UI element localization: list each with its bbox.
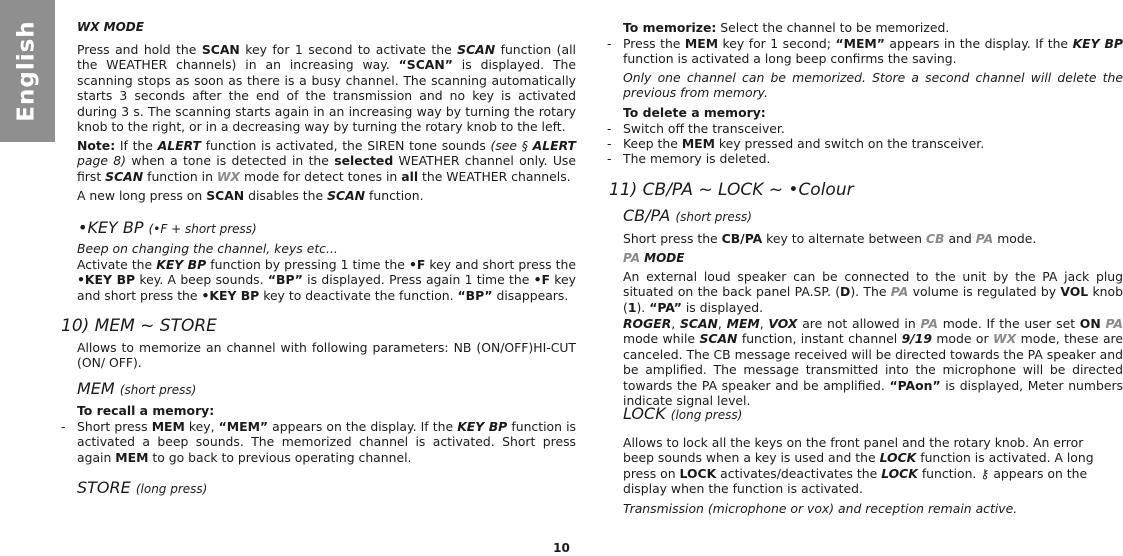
text-run: A new long press on [77, 188, 207, 203]
text-run: the WEATHER channels. [418, 168, 571, 184]
emphasis-run: “BP” [457, 287, 493, 303]
text-run: is displayed. The scanning stops as soon as there is a busy channel. The scanning automatically starts 3 seconds after the end of the transmission and no key is activated during 3 s. The scanning starts again in an increasing way by turning the rotary knob to the right, or in a decreasing way by turning the rotary knob to the left. [77, 57, 576, 135]
emphasis-run: VOL [1060, 284, 1089, 300]
wx-mode-note [77, 138, 576, 184]
emphasis-run: MEM [684, 36, 719, 51]
text-run: If the [115, 138, 158, 153]
emphasis-run: •KEY BP [77, 272, 136, 288]
emphasis-run: PA [890, 284, 909, 300]
key-bp-paragraph [77, 257, 576, 303]
emphasis-run: KEY BP [457, 419, 508, 434]
memorize-step-text [623, 36, 1123, 67]
emphasis-run: LOCK [881, 465, 918, 481]
text-run: key to deactivate the function. [259, 287, 458, 303]
recall-memory-text [77, 419, 576, 465]
text-run: key, [184, 419, 219, 434]
emphasis-run: CB/PA [721, 231, 763, 246]
emphasis-run: selected [334, 153, 394, 169]
text-run: Keep the [623, 136, 682, 151]
list-dash: - [61, 419, 66, 434]
emphasis-run: SCAN [679, 316, 718, 331]
text-run: function. [365, 188, 424, 203]
emphasis-run: “MEM” [218, 419, 269, 434]
text-run: is displayed, Meter numbers indicate signal level. [623, 377, 1123, 409]
wx-mode-paragraph-3 [77, 188, 576, 203]
memorize-note: Only one channel can be memorized. Store a second channel will delete the previous from memory. [623, 70, 1123, 101]
text-run: function. [917, 465, 981, 481]
text-run: knob ( [623, 284, 1123, 315]
memorize-step [607, 36, 1123, 67]
delete-step-1-text [623, 121, 1123, 136]
text-run: appears in the display. If the [884, 36, 1073, 51]
mem-heading: MEM (short press) [77, 379, 197, 398]
text-run: function by pressing 1 time the [206, 257, 409, 272]
page-number: 10 [553, 541, 570, 555]
emphasis-run: ALERT [532, 138, 577, 153]
emphasis-run: SCAN [457, 42, 496, 57]
emphasis-run: “MEM” [835, 36, 885, 51]
emphasis-run: SCAN [206, 188, 245, 203]
text-run: Switch off the transceiver. [623, 121, 785, 136]
text-run: to go back to previous operating channel. [148, 449, 412, 465]
emphasis-run: •KEY BP [201, 287, 260, 303]
lock-paragraph [623, 435, 1109, 497]
delete-memory-heading: To delete a memory: [623, 105, 766, 120]
emphasis-run: SCAN [201, 42, 240, 57]
delete-step-2 [607, 136, 1123, 151]
text-run: , [671, 316, 680, 331]
text-run: function in [143, 168, 217, 184]
emphasis-run: “SCAN” [398, 57, 453, 73]
emphasis-run: SCAN [105, 168, 144, 184]
emphasis-run: VOX [768, 316, 798, 331]
emphasis-run: Note: [77, 138, 116, 153]
pa-mode-heading: PA MODE [623, 251, 685, 265]
text-run: appears on the display. If the [268, 419, 458, 434]
text-run: ). [636, 299, 650, 315]
list-dash: - [607, 151, 612, 166]
emphasis-run: WX [993, 331, 1017, 347]
recall-memory-step [61, 419, 576, 465]
text-run: key pressed and switch on the transceiver. [714, 136, 985, 151]
text-run: is displayed. Press again 1 time the [302, 272, 534, 288]
text-run: function (all the WEATHER channels) in an increasing way. [77, 42, 576, 73]
emphasis-run: KEY BP [1072, 36, 1123, 51]
emphasis-run: “BP” [267, 272, 303, 288]
emphasis-run: SCAN [327, 188, 366, 203]
emphasis-run: ALERT [157, 138, 201, 153]
emphasis-run: all [401, 168, 419, 184]
emphasis-run: “PA” [649, 299, 682, 315]
text-run: function is activated a long beep confirms the saving. [623, 51, 957, 67]
text-run: key. A beep sounds. [135, 272, 268, 288]
text-run: The memory is deleted. [623, 151, 771, 166]
text-run: Allows to lock all the keys on the front panel and the rotary knob. An error beep sounds when a key is used and the [623, 435, 1084, 466]
text-run: mode for detect tones in [240, 168, 402, 184]
list-dash: - [607, 121, 612, 136]
emphasis-run: ON [1079, 316, 1101, 331]
text-run: mode or [931, 331, 993, 347]
list-dash: - [607, 36, 612, 51]
lock-note: Transmission (microphone or vox) and reception remain active. [623, 501, 1018, 516]
text-run: appears on the display when the function is activated. [623, 465, 1088, 497]
language-label: English [13, 20, 40, 122]
text-run: key for 1 second; [718, 36, 836, 51]
mem-store-section-title: 10) MEM ~ STORE [61, 316, 217, 336]
text-run: mode, these are canceled. The CB message received will be directed towards the PA speaker and be amplified. The message transmitted into the microphone will be directed towards the PA speaker and be amplified. [623, 331, 1123, 393]
emphasis-run: page 8) [77, 153, 126, 169]
recall-memory-heading: To recall a memory: [77, 403, 215, 418]
text-run: are not allowed in [797, 316, 921, 331]
key-bp-heading: •KEY BP (•F + short press) [78, 218, 257, 237]
emphasis-run: MEM [726, 316, 760, 331]
emphasis-run: WX [216, 168, 241, 184]
text-run: mode while [623, 331, 700, 347]
store-heading: STORE (long press) [77, 478, 208, 497]
text-run: Short press the [623, 231, 722, 246]
text-run: is displayed. [681, 299, 764, 315]
text-run: Press the [623, 36, 685, 51]
emphasis-run: CB [925, 231, 945, 246]
text-run: Press and hold the [77, 42, 202, 57]
delete-step-1 [607, 121, 1123, 136]
emphasis-run: •F [408, 257, 426, 272]
pa-mode-paragraph-2 [623, 316, 1123, 408]
wx-mode-paragraph-1 [77, 42, 576, 134]
emphasis-run: LOCK [879, 450, 917, 466]
emphasis-run: MEM [115, 449, 149, 465]
delete-step-3 [607, 151, 1123, 166]
emphasis-run: PA [975, 231, 994, 246]
emphasis-run: 9/19 [901, 331, 932, 347]
lock-heading: LOCK (long press) [623, 404, 743, 423]
text-run: key and short press the [425, 257, 576, 272]
emphasis-run: To memorize: [623, 20, 717, 35]
emphasis-run: D [840, 284, 851, 300]
cbpa-text [623, 231, 1123, 246]
emphasis-run: MEM [151, 419, 185, 434]
text-run: mode. If the user set [937, 316, 1080, 331]
text-run: WEATHER channel only. Use first [77, 153, 576, 184]
emphasis-run: •F [533, 272, 551, 288]
text-run: activates/deactivates the [716, 465, 882, 481]
text-run: disappears. [492, 287, 569, 303]
text-run: key to alternate between [762, 231, 926, 246]
memorize-heading [623, 20, 1123, 35]
emphasis-run: PA [920, 316, 938, 331]
delete-step-3-text [623, 151, 1123, 166]
text-run: key for 1 second to activate the [239, 42, 458, 57]
text-run: and [944, 231, 976, 246]
text-run: , [717, 316, 727, 331]
mem-store-intro: Allows to memorize an channel with following parameters: NB (ON/OFF)HI-CUT (ON/ OFF). [77, 340, 576, 371]
wx-mode-heading: WX MODE [77, 20, 144, 34]
text-run: Activate the [77, 257, 157, 272]
emphasis-run: PA [1105, 316, 1123, 331]
text-run: function, instant channel [737, 331, 902, 347]
text-run: An external loud speaker can be connected to the unit by the PA jack plug situated on the back panel PA.SP. ( [623, 269, 1123, 300]
cbpa-section-title: 11) CB/PA ~ LOCK ~ •Colour [609, 180, 854, 200]
emphasis-run: ROGER [623, 316, 672, 331]
emphasis-run: 1 [627, 299, 637, 315]
cbpa-heading: CB/PA (short press) [623, 206, 752, 225]
emphasis-run: LOCK [679, 465, 717, 481]
text-run: volume is regulated by [908, 284, 1061, 300]
text-run: disables the [244, 188, 328, 203]
emphasis-run: ⚷ [980, 465, 990, 481]
emphasis-run: “PAon” [889, 377, 941, 393]
text-run: when a tone is detected in the [126, 153, 335, 169]
list-dash: - [607, 136, 612, 151]
text-run: function is activated, the SIREN tone sounds [201, 138, 491, 153]
text-run: Select the channel to be memorized. [716, 20, 950, 35]
text-run: ). The [850, 284, 891, 300]
text-run: function is activated. A long press on [623, 450, 1094, 481]
emphasis-run: KEY BP [156, 257, 207, 272]
text-run: mode. [993, 231, 1037, 246]
key-bp-subtitle: Beep on changing the channel, keys etc... [77, 241, 338, 256]
emphasis-run: (see § [490, 138, 533, 153]
text-run: Short press [77, 419, 152, 434]
pa-mode-paragraph-1 [623, 269, 1123, 315]
language-tab [0, 0, 55, 142]
text-run: key and short press the [77, 272, 576, 303]
emphasis-run: SCAN [699, 331, 738, 347]
text-run: function is activated a beep sounds. The memorized channel is activated. Short press again [77, 419, 576, 465]
delete-step-2-text [623, 136, 1123, 151]
text-run: , [759, 316, 769, 331]
emphasis-run: MEM [681, 136, 715, 151]
